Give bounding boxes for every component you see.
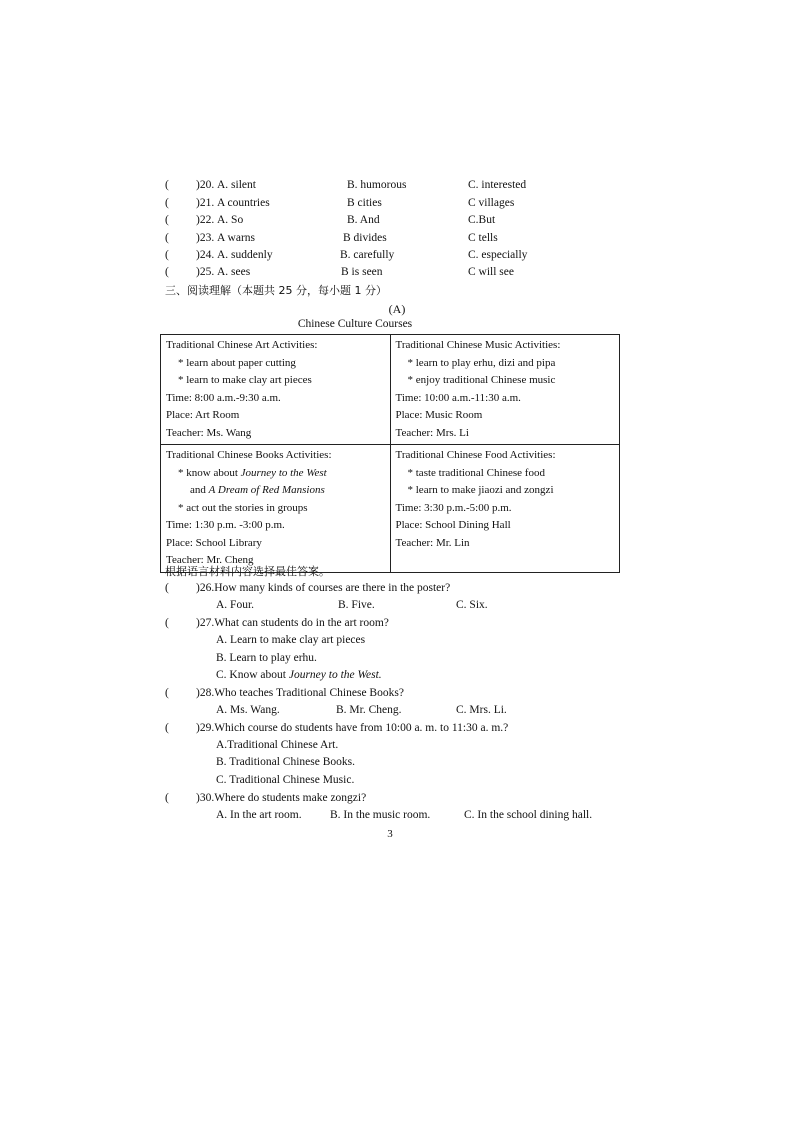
- cloze-option-b: B cities: [347, 197, 382, 209]
- food-place: Place: School Dining Hall: [395, 519, 511, 531]
- music-title: Traditional Chinese Music Activities:: [395, 339, 561, 351]
- cloze-question-number: )22.: [196, 214, 215, 226]
- cloze-option-c: C tells: [468, 232, 498, 244]
- cloze-option-a: A. sees: [217, 266, 251, 278]
- music-place: Place: Music Room: [395, 409, 483, 421]
- cloze-paren: (: [165, 214, 169, 226]
- food-bullet-2: * learn to make jiaozi and zongzi: [407, 484, 554, 496]
- cloze-option-b: B. carefully: [340, 249, 395, 261]
- cloze-question-number: )20.: [196, 179, 215, 191]
- q29-option-c: C. Traditional Chinese Music.: [216, 774, 355, 786]
- cloze-question-number: )21.: [196, 197, 215, 209]
- cloze-option-c: C will see: [468, 266, 514, 278]
- instruction: 根据语言材料内容选择最佳答案。: [165, 565, 330, 578]
- q26-option-c: C. Six.: [456, 599, 488, 611]
- music-teacher: Teacher: Mrs. Li: [395, 426, 469, 439]
- art-bullet-1: * learn about paper cutting: [178, 356, 296, 369]
- q30-stem: )30.Where do students make zongzi?: [196, 792, 367, 804]
- food-title: Traditional Chinese Food Activities:: [395, 449, 556, 461]
- q27-stem: )27.What can students do in the art room?: [196, 617, 389, 629]
- art-teacher: Teacher: Ms. Wang: [166, 426, 252, 439]
- q30-paren: (: [165, 792, 169, 804]
- music-activities-cell: [390, 335, 620, 445]
- books-title: Traditional Chinese Books Activities:: [166, 449, 332, 461]
- cloze-option-c: C. interested: [468, 179, 527, 191]
- books-teacher: Teacher: Mr. Cheng: [166, 554, 254, 566]
- q30-option-b: B. In the music room.: [330, 809, 431, 821]
- music-bullet-2: * enjoy traditional Chinese music: [407, 374, 556, 386]
- courses-table: [160, 334, 620, 573]
- q27-option-b: B. Learn to play erhu.: [216, 652, 317, 664]
- cloze-option-a: A. So: [217, 214, 244, 226]
- q30-option-c: C. In the school dining hall.: [464, 809, 593, 821]
- section-title: 三、阅读理解（本题共 25 分，每小题 1 分）: [165, 284, 387, 297]
- food-time: Time: 3:30 p.m.-5:00 p.m.: [395, 501, 512, 514]
- cloze-paren: (: [165, 197, 169, 209]
- book-title-journey: Journey to the West: [240, 466, 327, 479]
- q28-paren: (: [165, 687, 169, 699]
- art-title: Traditional Chinese Art Activities:: [166, 339, 318, 351]
- q29-stem: )29.Which course do students have from 10:00 a. m. to 11:30 a. m.?: [196, 722, 509, 734]
- cloze-option-b: B divides: [343, 232, 387, 244]
- table-title: Chinese Culture Courses: [297, 318, 413, 330]
- cloze-question-number: )23.: [196, 232, 215, 244]
- cloze-option-b: B. humorous: [347, 179, 407, 191]
- cloze-option-c: C. especially: [468, 249, 528, 261]
- q29-paren: (: [165, 722, 169, 734]
- cloze-question-number: )24.: [196, 249, 215, 261]
- q26-stem: )26.How many kinds of courses are there in the poster?: [196, 582, 451, 594]
- cloze-paren: (: [165, 249, 169, 261]
- cloze-option-a: A. suddenly: [217, 249, 273, 261]
- books-activities-cell: [161, 445, 391, 573]
- q27-option-c: C. Know about Journey to the West.: [216, 669, 382, 681]
- art-activities-cell: [161, 335, 391, 445]
- art-bullet-2: * learn to make clay art pieces: [178, 374, 312, 386]
- cloze-question-number: )25.: [196, 266, 215, 278]
- q26-paren: (: [165, 582, 169, 594]
- q30-option-a: A. In the art room.: [216, 809, 302, 821]
- books-place: Place: School Library: [166, 536, 262, 549]
- q27-option-a: A. Learn to make clay art pieces: [216, 634, 366, 646]
- cloze-option-a: A warns: [217, 232, 256, 244]
- cloze-option-c: C villages: [468, 197, 515, 209]
- books-bullet-1-cont: and A Dream of Red Mansions: [190, 484, 325, 496]
- food-activities-cell: [390, 445, 620, 573]
- cloze-paren: (: [165, 232, 169, 244]
- cloze-option-c: C.But: [468, 214, 496, 226]
- cloze-option-b: B. And: [347, 214, 380, 226]
- food-bullet-1: * taste traditional Chinese food: [407, 466, 545, 479]
- art-place: Place: Art Room: [166, 409, 240, 421]
- cloze-paren: (: [165, 179, 169, 191]
- q28-option-c: C. Mrs. Li.: [456, 704, 507, 716]
- cloze-option-a: A. silent: [217, 179, 256, 191]
- passage-label: (A): [388, 302, 406, 316]
- q29-option-a: A.Traditional Chinese Art.: [216, 739, 339, 751]
- music-time: Time: 10:00 a.m.-11:30 a.m.: [395, 391, 521, 404]
- q26-option-b: B. Five.: [338, 599, 375, 611]
- q28-option-b: B. Mr. Cheng.: [336, 704, 402, 716]
- books-bullet-2: * act out the stories in groups: [178, 501, 308, 514]
- cloze-option-a: A countries: [217, 197, 270, 209]
- cloze-paren: (: [165, 266, 169, 278]
- q28-option-a: A. Ms. Wang.: [216, 704, 280, 716]
- q29-option-b: B. Traditional Chinese Books.: [216, 756, 355, 768]
- page-number: 3: [387, 828, 393, 840]
- art-time: Time: 8:00 a.m.-9:30 a.m.: [166, 391, 281, 404]
- books-time: Time: 1:30 p.m. -3:00 p.m.: [166, 519, 285, 531]
- book-title-dream: A Dream of Red Mansions: [208, 484, 325, 496]
- q26-option-a: A. Four.: [216, 599, 255, 611]
- cloze-option-b: B is seen: [341, 266, 383, 278]
- q28-stem: )28.Who teaches Traditional Chinese Books?: [196, 687, 404, 699]
- q27-paren: (: [165, 617, 169, 629]
- music-bullet-1: * learn to play erhu, dizi and pipa: [407, 356, 556, 369]
- food-teacher: Teacher: Mr. Lin: [395, 536, 470, 549]
- books-bullet-1: * know about Journey to the West: [178, 466, 327, 479]
